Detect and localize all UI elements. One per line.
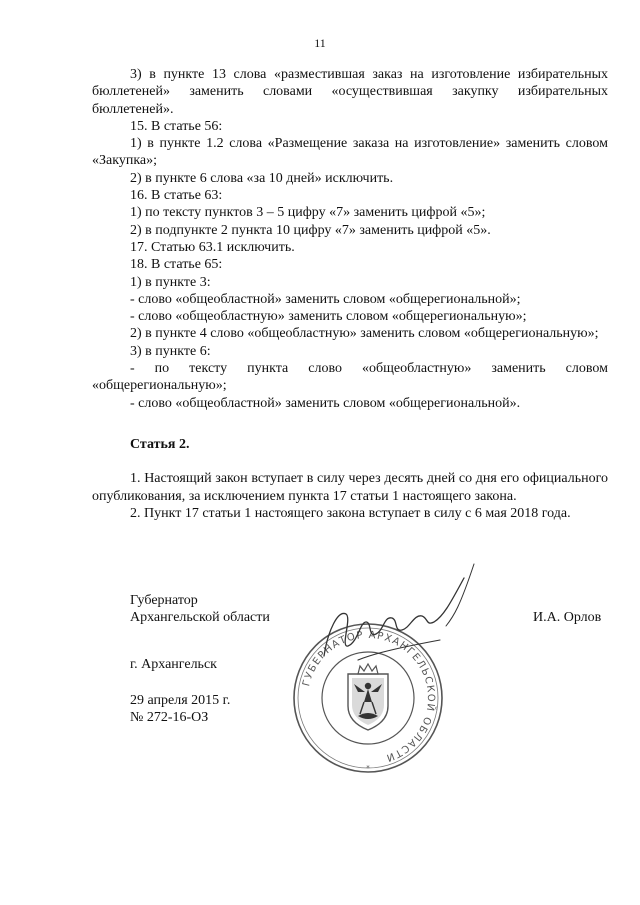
- article-heading: Статья 2.: [130, 436, 190, 452]
- article-paragraph: 2. Пункт 17 статьи 1 настоящего закона вступает в силу с 6 мая 2018 года.: [130, 505, 571, 521]
- article-paragraph: 1. Настоящий закон вступает в силу через десять дней со дня его официального опубликования, за исключением пункта 17 статьи 1 настоящего закона.: [92, 471, 608, 504]
- paragraph: 3) в пункте 13 слова «разместившая заказ на изготовление избирательных бюллетеней» заменить словами «осуществившая закупку избирательных бюллетеней».: [92, 67, 608, 117]
- signing-city: г. Архангельск: [130, 657, 217, 672]
- paragraph: 17. Статью 63.1 исключить.: [130, 239, 295, 255]
- seal-ring-text: ГУБЕРНАТОР АРХАНГЕЛЬСКОЙ ОБЛАСТИ: [301, 629, 437, 764]
- paragraph: 3) в пункте 6:: [130, 343, 211, 359]
- signature-position-line2: Архангельской области: [130, 610, 270, 625]
- paragraph: 15. В статье 56:: [130, 118, 223, 134]
- svg-text:*: *: [366, 764, 370, 772]
- paragraph: 1) в пункте 1.2 слова «Размещение заказа на изготовление» заменить словом «Закупка»;: [92, 136, 608, 169]
- signing-date: 29 апреля 2015 г.: [130, 693, 231, 708]
- paragraph: - слово «общеобластной» заменить словом «общерегиональной».: [130, 395, 521, 411]
- paragraph: 1) по тексту пунктов 3 – 5 цифру «7» заменить цифрой «5»;: [130, 205, 486, 221]
- paragraph: 2) в пункте 4 слово «общеобластную» заменить словом «общерегиональную»;: [130, 326, 599, 342]
- paragraph: - слово «общеобластной» заменить словом «общерегиональной»;: [130, 291, 521, 307]
- page-number: 11: [314, 36, 326, 50]
- paragraph: 2) в подпункте 2 пункта 10 цифру «7» заменить цифрой «5».: [130, 222, 491, 238]
- handwritten-signature-icon: [318, 560, 478, 670]
- paragraph: 2) в пункте 6 слова «за 10 дней» исключить.: [130, 170, 394, 186]
- signatory-name: И.А. Орлов: [533, 610, 602, 625]
- paragraph: - по тексту пункта слово «общеобластную» заменить словом «общерегиональную»;: [92, 361, 608, 394]
- paragraph: 18. В статье 65:: [130, 257, 223, 273]
- document-body: [92, 66, 608, 522]
- signature-position-line1: Губернатор: [130, 593, 198, 608]
- paragraph: 16. В статье 63:: [130, 188, 223, 204]
- paragraph: 1) в пункте 3:: [130, 274, 211, 290]
- paragraph: - слово «общеобластную» заменить словом «общерегиональную»;: [130, 309, 527, 325]
- coat-of-arms-icon: [348, 664, 388, 730]
- law-number: № 272-16-ОЗ: [130, 710, 209, 725]
